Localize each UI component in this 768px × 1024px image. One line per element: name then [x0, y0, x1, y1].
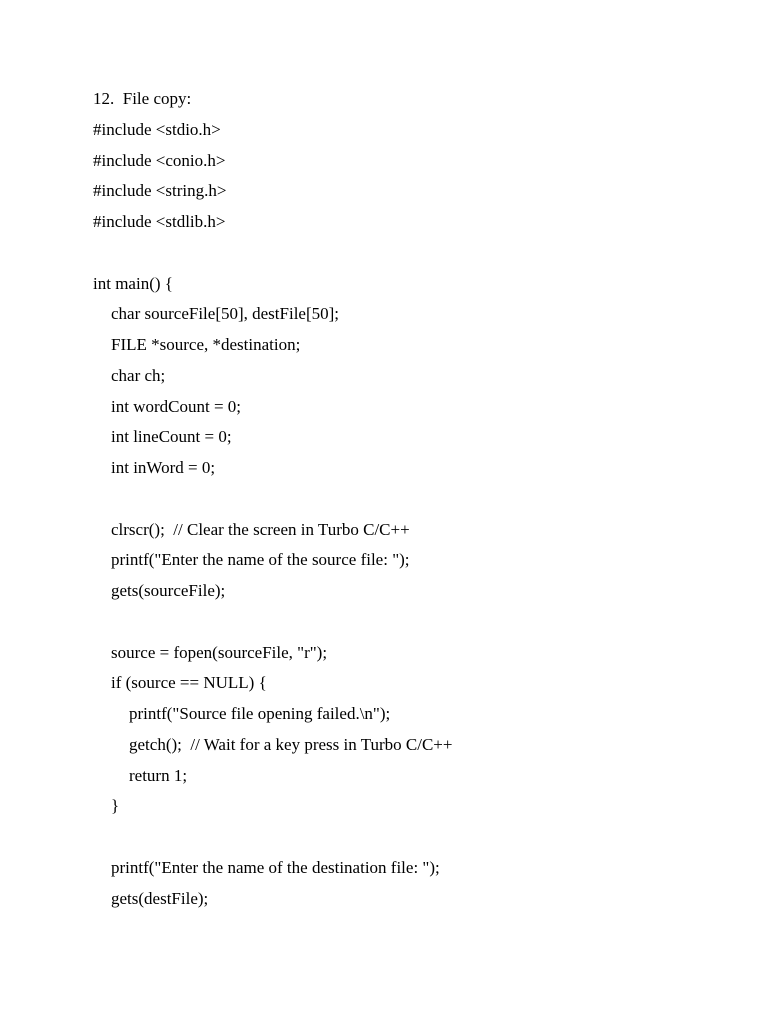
code-line: return 1;	[129, 765, 188, 785]
code-line: printf("Source file opening failed.\n");	[129, 704, 391, 723]
code-line: source = fopen(sourceFile, "r");	[111, 642, 328, 662]
code-line: #include <string.h>	[93, 181, 227, 201]
code-line: }	[111, 796, 120, 816]
code-line: printf("Enter the name of the source file: ");	[111, 550, 410, 570]
code-line: int wordCount = 0;	[111, 396, 242, 416]
blank-line	[93, 607, 733, 638]
code-line: if (source == NULL) {	[111, 673, 267, 693]
code-line: FILE *source, *destination;	[111, 335, 301, 354]
code-line: #include <conio.h>	[93, 150, 226, 170]
blank-line	[93, 822, 733, 853]
code-line: #include <stdio.h>	[93, 119, 221, 139]
code-line: int lineCount = 0;	[111, 427, 232, 447]
code-line: int main() {	[93, 273, 173, 293]
code-listing	[93, 84, 733, 914]
blank-line	[93, 484, 733, 515]
code-line: getch(); // Wait for a key press in Turbo C/C++	[129, 734, 453, 754]
code-line: #include <stdlib.h>	[93, 212, 226, 231]
section-heading: 12. File copy:	[93, 89, 192, 108]
code-line: clrscr(); // Clear the screen in Turbo C/C++	[111, 519, 410, 539]
code-line: char sourceFile[50], destFile[50];	[111, 304, 340, 324]
code-line: printf("Enter the name of the destination file: ");	[111, 857, 440, 877]
blank-line	[93, 238, 733, 269]
code-line: gets(destFile);	[111, 888, 209, 908]
code-line: char ch;	[111, 365, 166, 385]
code-line: int inWord = 0;	[111, 458, 216, 477]
code-line: gets(sourceFile);	[111, 581, 226, 600]
